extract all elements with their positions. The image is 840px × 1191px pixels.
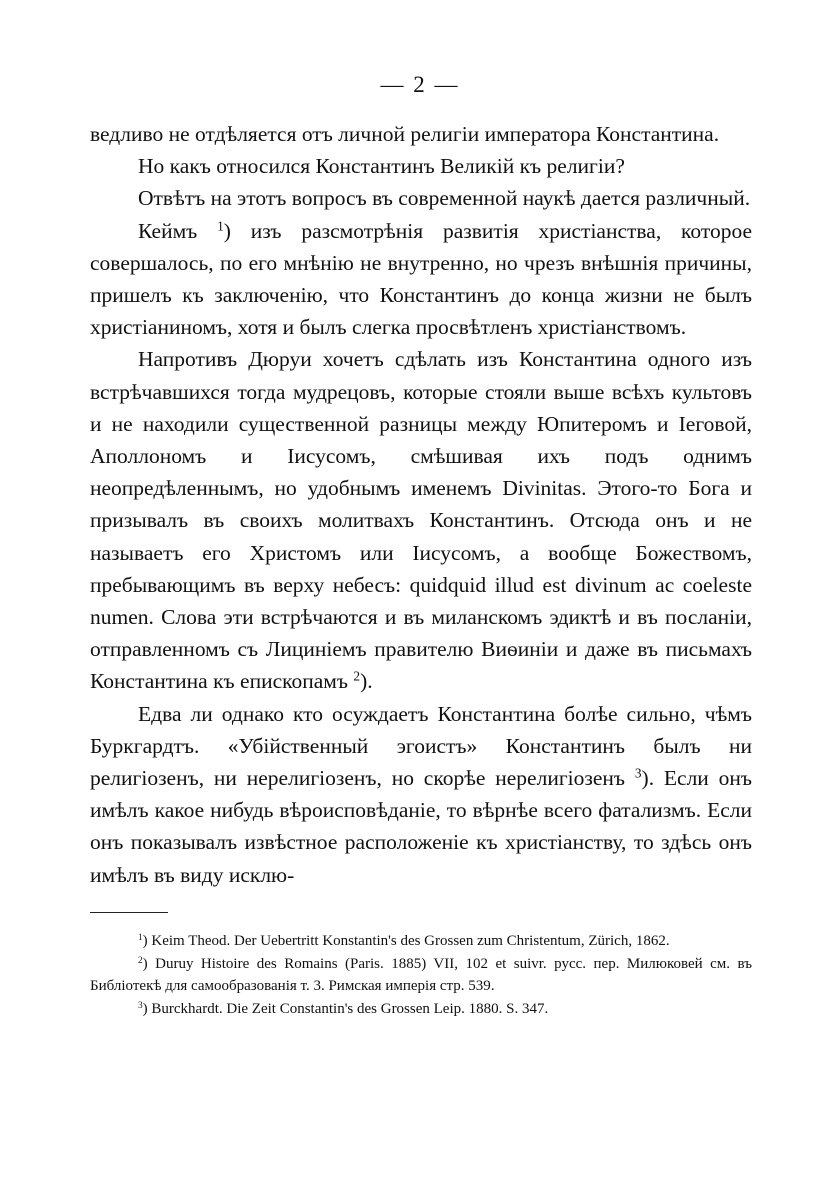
paragraph-text: Едва ли однако кто осуждаетъ Константина болѣе сильно, чѣмъ Буркгардтъ. «Убійственный эгоистъ» Константинъ былъ ни религіозенъ, ни нерелигіозенъ, но скорѣе нерелигіозенъ — [90, 701, 752, 791]
body-paragraph — [90, 182, 752, 214]
footnote-mark: 1 — [138, 932, 143, 943]
paragraph-text: Но какъ относился Константинъ Великій къ религіи? — [138, 154, 625, 179]
page-number: — 2 — — [380, 72, 460, 97]
paragraph-text: ведливо не отдѣляется отъ личной религіи императора Константина. — [90, 122, 720, 146]
footnote-reference: 2 — [353, 669, 361, 685]
body-paragraph — [90, 698, 752, 891]
footnote-text: ) Keim Theod. Der Uebertritt Konstantin's des Grossen zum Christentum, Zürich, 1862. — [142, 933, 670, 949]
footnote-mark: 3 — [138, 1000, 143, 1011]
body-paragraph — [90, 215, 752, 344]
paragraph-text: ). — [360, 669, 373, 694]
paragraph-text: ). Если онъ имѣлъ какое нибудь вѣроисповѣданіе, то вѣрнѣе всего фатализмъ. Если онъ показывалъ извѣстное расположеніе къ христіанству, то здѣсь онъ имѣлъ въ виду исклю- — [90, 766, 752, 887]
footnote-item — [90, 930, 752, 953]
main-text — [90, 118, 752, 891]
paragraph-text: Отвѣтъ на этотъ вопросъ въ современной наукѣ дается различный. — [138, 186, 751, 211]
footnote-mark: 2 — [138, 955, 143, 966]
body-paragraph — [90, 150, 752, 182]
paragraph-text: ) изъ разсмотрѣнія развитія христіанства, которое совершалось, по его мнѣнію не внутренно, но чрезъ внѣшнія причины, пришелъ къ заключенію, что Константинъ до конца жизни не былъ христіаниномъ, хотя и былъ слегка просвѣтленъ христіанствомъ. — [90, 218, 752, 340]
footnote-divider — [90, 912, 168, 913]
footnote-text: ) Duruy Histoire des Romains (Paris. 1885) VII, 102 et suivr. русс. пер. Милюковей см. въ Библіотекѣ для самообразованія т. 3. Римская имперія стр. 539. — [90, 955, 752, 994]
paragraph-text: Напротивъ Дюруи хочетъ сдѣлать изъ Константина одного изъ встрѣчавшихся тогда мудрецовъ, которые стояли выше всѣхъ культовъ и не находили существенной разницы между Юпитеромъ и Іеговой, Аполлономъ и Іисусомъ, смѣшивая ихъ подъ однимъ неопредѣленнымъ, но удобнымъ именемъ Divinitas. Этого-то Бога и призывалъ въ своихъ молитвахъ Константинъ. Отсюда онъ и не называетъ его Христомъ или Іисусомъ, а вообще Божествомъ, пребывающимъ въ верху небесъ: quidquid illud est divinum ac coeleste numen. Слова эти встрѣчаются и въ миланскомъ эдиктѣ и въ посланіи, отправленномъ съ Лициніемъ правителю Виѳиніи и даже въ письмахъ Константина къ епископамъ — [90, 347, 752, 694]
footnote-item — [90, 953, 752, 998]
body-paragraph — [90, 118, 752, 150]
paragraph-text: Кеймъ — [138, 218, 218, 243]
footnote-reference: 1 — [217, 218, 224, 234]
footnotes-section — [90, 930, 752, 1020]
footnote-reference: 3 — [634, 765, 642, 781]
footnote-item — [90, 998, 752, 1021]
body-paragraph — [90, 343, 752, 697]
footnote-text: ) Burckhardt. Die Zeit Constantin's des Grossen Leip. 1880. S. 347. — [142, 1000, 549, 1017]
